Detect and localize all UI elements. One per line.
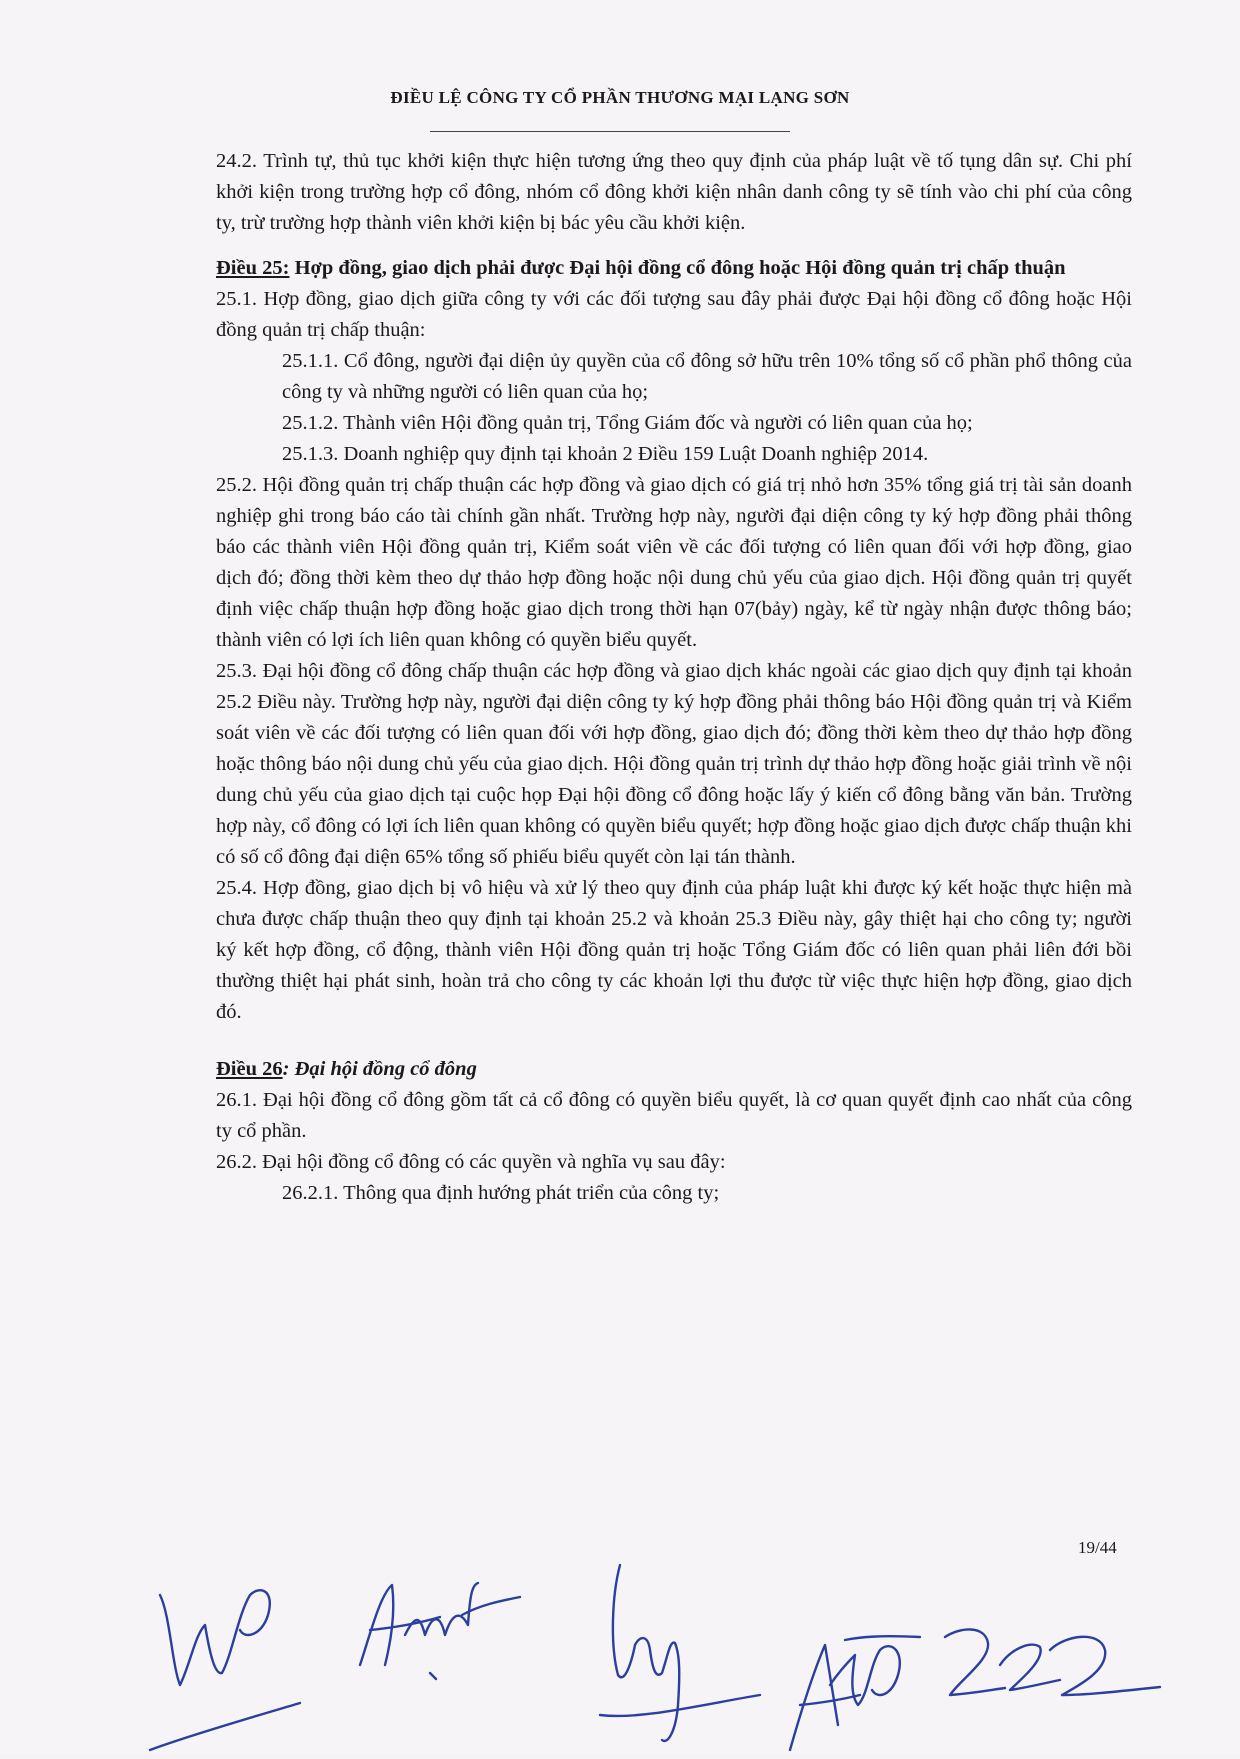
signature-row [0, 1555, 1240, 1754]
signature-2 [360, 1583, 520, 1679]
paragraph-25-1: 25.1. Hợp đồng, giao dịch giữa công ty với các đối tượng sau đây phải được Đại hội đồng cổ đông hoặc Hội đồng quản trị chấp thuận: [216, 288, 1132, 341]
signature-5 [945, 1629, 1160, 1695]
paragraph-25-3: 25.3. Đại hội đồng cổ đông chấp thuận các hợp đồng và giao dịch khác ngoài các giao dịch quy định tại khoản 25.2 Điều này. Trường hợp này, người đại diện công ty ký hợp đồng phải thông báo Hội đồng quản trị và Kiểm soát viên về các đối tượng có liên quan đối với hợp đồng, giao dịch đó; đồng thời kèm theo dự thảo hợp đồng hoặc thông báo nội dung chủ yếu của giao dịch. Hội đồng quản trị trình dự thảo hợp đồng hoặc giải trình về nội dung chủ yếu của giao dịch tại cuộc họp Đại hội đồng cổ đông hoặc lấy ý kiến cổ đông bằng văn bản. Trường hợp này, cổ đông có lợi ích liên quan không có quyền biểu quyết; hợp đồng hoặc giao dịch được chấp thuận khi có số cổ đông đại diện 65% tổng số phiếu biểu quyết còn lại tán thành. [216, 660, 1132, 868]
article-25-number: Điều 25: [216, 257, 290, 279]
document-body [216, 146, 1132, 1209]
article-26-number: Điều 26 [216, 1058, 283, 1080]
document-header: ĐIỀU LỆ CÔNG TY CỔ PHẦN THƯƠNG MẠI LẠNG SƠN [390, 88, 850, 107]
header-rule [430, 131, 790, 132]
paragraph-26-2: 26.2. Đại hội đồng cổ đông có các quyền và nghĩa vụ sau đây: [216, 1151, 726, 1173]
paragraph-25-1-2: 25.1.2. Thành viên Hội đồng quản trị, Tổng Giám đốc và người có liên quan của họ; [282, 412, 973, 434]
signature-1 [150, 1590, 300, 1750]
paragraph-25-4: 25.4. Hợp đồng, giao dịch bị vô hiệu và xử lý theo quy định của pháp luật khi được ký kết hoặc thực hiện mà chưa được chấp thuận theo quy định tại khoản 25.2 và khoản 25.3 Điều này, gây thiệt hại cho công ty; người ký kết hợp đồng, cổ động, thành viên Hội đồng quản trị hoặc Tổng Giám đốc có liên quan phải liên đới bồi thường thiệt hại phát sinh, hoàn trả cho công ty các khoản lợi thu được từ việc thực hiện hợp đồng, giao dịch đó. [216, 877, 1132, 1023]
paragraph-26-2-1: 26.2.1. Thông qua định hướng phát triển của công ty; [282, 1182, 720, 1204]
paragraph-24-2: 24.2. Trình tự, thủ tục khởi kiện thực hiện tương ứng theo quy định của pháp luật về tố tụng dân sự. Chi phí khởi kiện trong trường hợp cổ đông, nhóm cổ đông khởi kiện nhân danh công ty sẽ tính vào chi phí của công ty, trừ trường hợp thành viên khởi kiện bị bác yêu cầu khởi kiện. [216, 150, 1132, 234]
paragraph-25-1-1: 25.1.1. Cổ đông, người đại diện ủy quyền của cổ đông sở hữu trên 10% tổng số cổ phần phổ thông của công ty và những người có liên quan của họ; [282, 350, 1132, 403]
paragraph-25-2: 25.2. Hội đồng quản trị chấp thuận các hợp đồng và giao dịch có giá trị nhỏ hơn 35% tổng giá trị tài sản doanh nghiệp ghi trong báo cáo tài chính gần nhất. Trường hợp này, người đại diện công ty ký hợp đồng phải thông báo các thành viên Hội đồng quản trị, Kiểm soát viên về các đối tượng có liên quan đối với hợp đồng, giao dịch đó; đồng thời kèm theo dự thảo hợp đồng hoặc nội dung chủ yếu của giao dịch. Hội đồng quản trị quyết định việc chấp thuận hợp đồng hoặc giao dịch trong thời hạn 07(bảy) ngày, kể từ ngày nhận được thông báo; thành viên có lợi ích liên quan không có quyền biểu quyết. [216, 474, 1132, 651]
article-25-heading [216, 253, 1132, 284]
signature-3 [600, 1565, 760, 1741]
signatures-graphic [0, 1555, 1240, 1754]
page-number: 19/44 [1078, 1538, 1117, 1557]
paragraph-25-1-3: 25.1.3. Doanh nghiệp quy định tại khoản 2 Điều 159 Luật Doanh nghiệp 2014. [282, 443, 929, 465]
paragraph-26-1: 26.1. Đại hội đồng cổ đông gồm tất cả cổ đông có quyền biểu quyết, là cơ quan quyết định cao nhất của công ty cổ phần. [216, 1089, 1132, 1142]
signature-4 [790, 1636, 920, 1750]
article-26-heading [216, 1054, 1132, 1085]
article-26-title: : Đại hội đồng cổ đông [282, 1058, 477, 1080]
article-25-title: Hợp đồng, giao dịch phải được Đại hội đồng cổ đông hoặc Hội đồng quản trị chấp thuận [294, 257, 1066, 279]
